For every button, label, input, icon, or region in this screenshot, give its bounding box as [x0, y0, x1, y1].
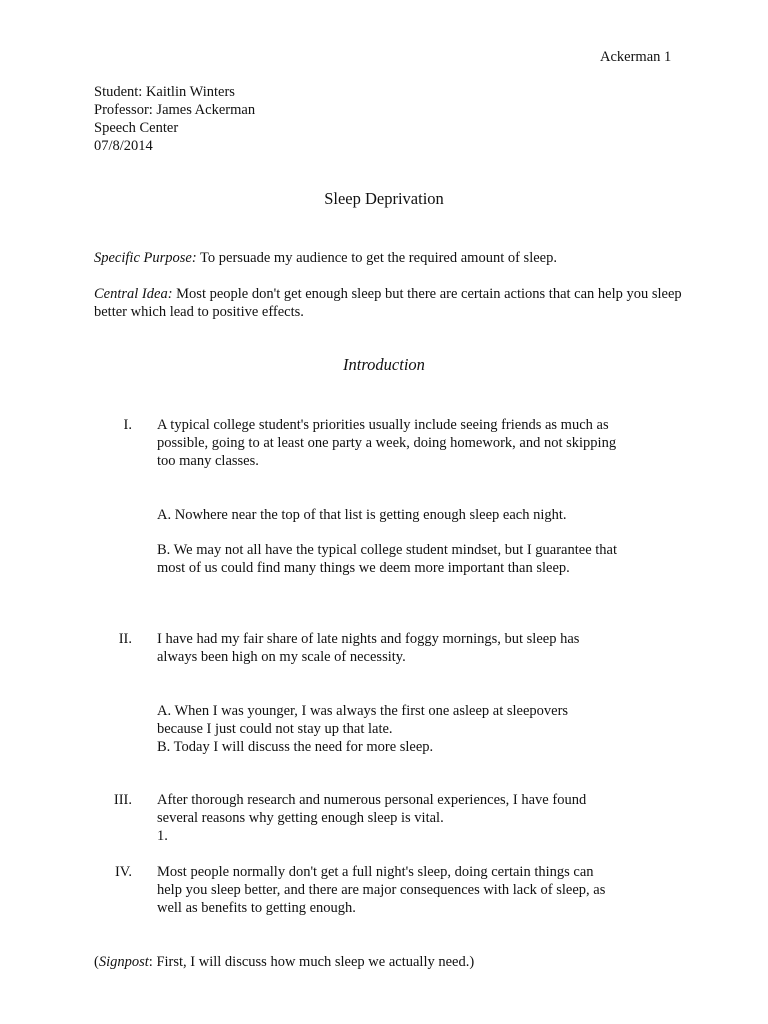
specific-purpose-text: To persuade my audience to get the required amount of sleep. [196, 250, 557, 266]
outline-number-iii: III. [113, 792, 132, 808]
signpost [94, 953, 474, 971]
signpost-open-paren: ( [94, 954, 99, 970]
central-idea-text: Most people don't get enough sleep but there are certain actions that can help you sleep better which lead to positive effects. [94, 286, 682, 320]
date: 07/8/2014 [94, 138, 153, 154]
section-heading: Introduction [343, 355, 425, 374]
outline-subitem-ii-b: B. Today I will discuss the need for more sleep. [157, 739, 434, 755]
outline-number-iv: IV. [114, 864, 132, 880]
student-info-block [94, 83, 255, 155]
specific-purpose-label: Specific Purpose: [94, 250, 197, 266]
outline-number-ii: II. [118, 631, 132, 647]
signpost-text: : First, I will discuss how much sleep we actually need.) [148, 954, 475, 970]
central-idea [94, 285, 694, 321]
outline-subitem-i-b: B. We may not all have the typical college student mindset, but I guarantee that most of us could find many things we deem more important than sleep. [157, 542, 618, 576]
outline-item-ii: I have had my fair share of late nights and foggy mornings, but sleep has always been high on my scale of necessity. [157, 631, 580, 665]
specific-purpose [94, 249, 694, 267]
central-idea-label: Central Idea: [94, 286, 173, 302]
outline-subitem-ii-a: A. When I was younger, I was always the first one asleep at sleepovers because I just could not stay up that late. [157, 703, 569, 737]
course-name: Speech Center [94, 120, 179, 136]
outline-item-iii: After thorough research and numerous personal experiences, I have found several reasons why getting enough sleep is vital. [157, 792, 587, 826]
outline-item-iv: Most people normally don't get a full night's sleep, doing certain things can help you sleep better, and there are major consequences with lack of sleep, as well as benefits to getting enough. [157, 864, 606, 916]
outline-subitem-iii-1: 1. [157, 828, 168, 844]
student-name: Student: Kaitlin Winters [94, 84, 235, 100]
outline-subitem-i-a: A. Nowhere near the top of that list is getting enough sleep each night. [157, 507, 567, 523]
signpost-label: Signpost [98, 954, 149, 970]
outline-number-i: I. [123, 417, 132, 433]
professor-name: Professor: James Ackerman [94, 102, 256, 118]
running-head: Ackerman 1 [600, 49, 672, 65]
document-title: Sleep Deprivation [324, 189, 444, 208]
outline-item-i: A typical college student's priorities usually include seeing friends as much as possible, going to at least one party a week, doing homework, and not skipping too many classes. [157, 417, 617, 469]
